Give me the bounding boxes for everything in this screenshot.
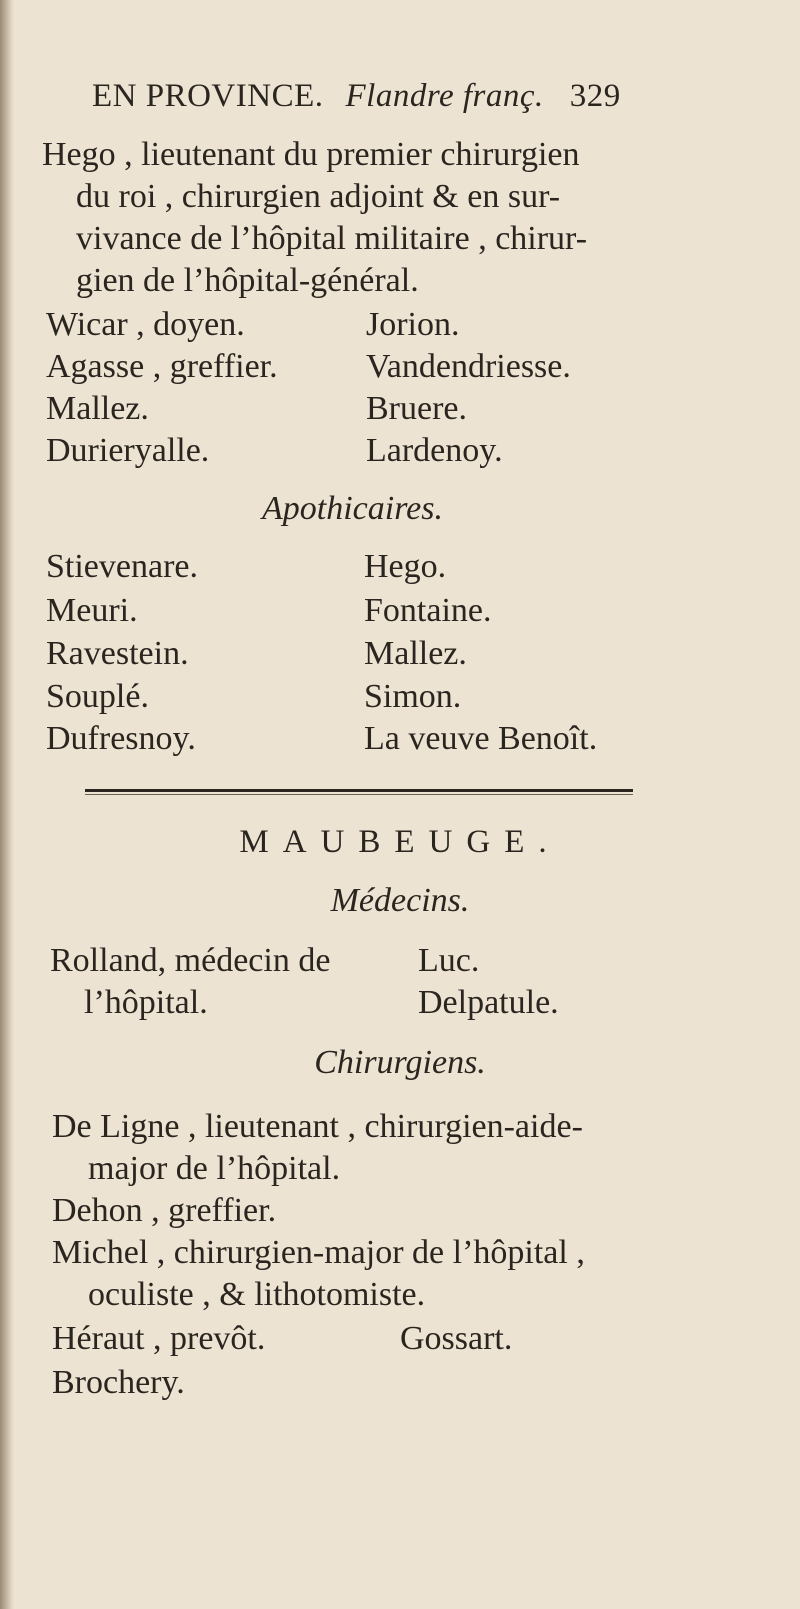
list-item: Stievenare.: [46, 548, 198, 585]
list-item: oculiste , & lithotomiste.: [88, 1276, 426, 1313]
list-item: Agasse , greffier.: [46, 348, 278, 385]
list-item: Gossart.: [400, 1320, 513, 1357]
list-item: Fontaine.: [364, 592, 492, 629]
page-number: 329: [569, 78, 621, 114]
list-item: Michel , chirurgien-major de l’hôpital ,: [52, 1234, 585, 1271]
section-title: Flandre franç.: [345, 78, 544, 114]
list-item: Simon.: [364, 678, 462, 715]
list-item: Dehon , greffier.: [52, 1192, 277, 1229]
list-item: Delpatule.: [418, 984, 559, 1021]
list-item: Mallez.: [46, 390, 149, 427]
city-title: MAUBEUGE.: [239, 824, 561, 860]
list-item: Lardenoy.: [366, 432, 503, 469]
list-item: Wicar , doyen.: [46, 306, 245, 343]
list-item: Luc.: [418, 942, 480, 979]
list-item: Rolland, médecin de: [50, 942, 331, 979]
section-divider: [85, 789, 633, 792]
intro-line: gien de l’hôpital-général.: [76, 262, 419, 299]
list-item: major de l’hôpital.: [88, 1150, 341, 1187]
list-item: Souplé.: [46, 678, 149, 715]
running-header: [92, 80, 621, 113]
list-item: Vandendriesse.: [366, 348, 571, 385]
intro-line: Hego , lieutenant du premier chirurgien: [42, 136, 580, 173]
list-item: Héraut , prevôt.: [52, 1320, 266, 1357]
list-item: Durieryalle.: [46, 432, 210, 469]
list-item: Ravestein.: [46, 635, 189, 672]
section-divider-thin: [85, 794, 633, 795]
section-heading-chirurgiens: Chirurgiens.: [314, 1044, 486, 1081]
list-item: Mallez.: [364, 635, 467, 672]
section-heading-apothicaires: Apothicaires.: [262, 490, 443, 527]
intro-line: vivance de l’hôpital militaire , chirur-: [76, 220, 588, 257]
list-item: Jorion.: [366, 306, 460, 343]
list-item: De Ligne , lieutenant , chirurgien-aide-: [52, 1108, 583, 1145]
intro-line: du roi , chirurgien adjoint & en sur-: [76, 178, 561, 215]
running-title: EN PROVINCE.: [92, 78, 324, 114]
list-item: La veuve Benoît.: [364, 720, 598, 757]
list-item: l’hôpital.: [84, 984, 208, 1021]
list-item: Brochery.: [52, 1364, 185, 1401]
list-item: Bruere.: [366, 390, 468, 427]
list-item: Meuri.: [46, 592, 138, 629]
list-item: Hego.: [364, 548, 447, 585]
list-item: Dufresnoy.: [46, 720, 196, 757]
section-heading-medecins: Médecins.: [330, 882, 470, 919]
